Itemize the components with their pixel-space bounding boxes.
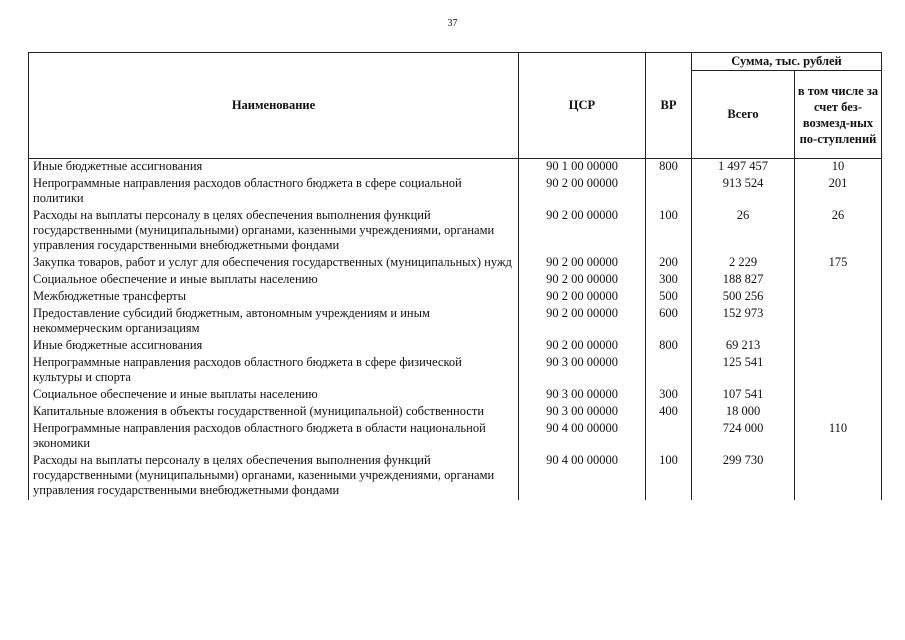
cell-total: 913 524 (692, 176, 795, 208)
cell-csr: 90 3 00 00000 (519, 355, 646, 387)
table-row (29, 306, 882, 338)
cell-name: Межбюджетные трансферты (29, 289, 519, 306)
cell-vr: 100 (646, 208, 692, 255)
cell-incl (795, 306, 882, 338)
header-vr: ВР (646, 53, 692, 159)
cell-csr: 90 1 00 00000 (519, 159, 646, 177)
table-row (29, 338, 882, 355)
cell-total: 69 213 (692, 338, 795, 355)
cell-vr: 300 (646, 387, 692, 404)
cell-vr: 600 (646, 306, 692, 338)
page-number: 37 (447, 18, 458, 29)
cell-incl: 26 (795, 208, 882, 255)
cell-vr (646, 421, 692, 453)
cell-name: Расходы на выплаты персоналу в целях обеспечения выполнения функций государственными (муниципальными) органами, казенными учреждениями, органами управления государственными внебюджетными фондами (29, 453, 519, 500)
cell-total: 152 973 (692, 306, 795, 338)
cell-incl: 10 (795, 159, 882, 177)
cell-total: 18 000 (692, 404, 795, 421)
cell-incl (795, 387, 882, 404)
cell-total: 500 256 (692, 289, 795, 306)
cell-csr: 90 2 00 00000 (519, 306, 646, 338)
header-sum: Сумма, тыс. рублей (692, 53, 882, 71)
cell-total: 1 497 457 (692, 159, 795, 177)
cell-incl (795, 404, 882, 421)
cell-vr: 800 (646, 159, 692, 177)
cell-incl (795, 338, 882, 355)
cell-name: Закупка товаров, работ и услуг для обеспечения государственных (муниципальных) нужд (29, 255, 519, 272)
cell-vr: 300 (646, 272, 692, 289)
table-row (29, 387, 882, 404)
cell-total: 724 000 (692, 421, 795, 453)
cell-vr (646, 176, 692, 208)
cell-name: Иные бюджетные ассигнования (29, 159, 519, 177)
table-row (29, 176, 882, 208)
table-row (29, 272, 882, 289)
table-row (29, 208, 882, 255)
cell-incl: 110 (795, 421, 882, 453)
cell-name: Непрограммные направления расходов областного бюджета в сфере социальной политики (29, 176, 519, 208)
cell-vr: 500 (646, 289, 692, 306)
cell-csr: 90 2 00 00000 (519, 208, 646, 255)
cell-csr: 90 2 00 00000 (519, 289, 646, 306)
cell-total: 125 541 (692, 355, 795, 387)
cell-csr: 90 3 00 00000 (519, 387, 646, 404)
table-row (29, 355, 882, 387)
table-row (29, 159, 882, 177)
cell-name: Непрограммные направления расходов областного бюджета в сфере физической культуры и спорта (29, 355, 519, 387)
cell-total: 26 (692, 208, 795, 255)
cell-vr: 100 (646, 453, 692, 500)
cell-name: Социальное обеспечение и иные выплаты населению (29, 387, 519, 404)
cell-vr: 400 (646, 404, 692, 421)
cell-incl (795, 272, 882, 289)
cell-incl (795, 453, 882, 500)
cell-csr: 90 3 00 00000 (519, 404, 646, 421)
table-row (29, 404, 882, 421)
cell-total: 107 541 (692, 387, 795, 404)
cell-name: Капитальные вложения в объекты государственной (муниципальной) собственности (29, 404, 519, 421)
table-row (29, 421, 882, 453)
cell-incl: 201 (795, 176, 882, 208)
cell-csr: 90 2 00 00000 (519, 338, 646, 355)
cell-csr: 90 2 00 00000 (519, 176, 646, 208)
cell-name: Социальное обеспечение и иные выплаты населению (29, 272, 519, 289)
cell-csr: 90 4 00 00000 (519, 421, 646, 453)
cell-csr: 90 4 00 00000 (519, 453, 646, 500)
cell-csr: 90 2 00 00000 (519, 255, 646, 272)
budget-table (28, 52, 882, 500)
table-row (29, 289, 882, 306)
header-name: Наименование (29, 53, 519, 159)
table-body (29, 159, 882, 501)
header-incl: в том числе за счет без-возмезд-ных по-ступлений (795, 71, 882, 159)
header-total: Всего (692, 71, 795, 159)
cell-name: Иные бюджетные ассигнования (29, 338, 519, 355)
cell-total: 299 730 (692, 453, 795, 500)
table-row (29, 255, 882, 272)
cell-incl (795, 289, 882, 306)
table-row (29, 453, 882, 500)
cell-incl (795, 355, 882, 387)
cell-incl: 175 (795, 255, 882, 272)
cell-name: Расходы на выплаты персоналу в целях обеспечения выполнения функций государственными (муниципальными) органами, казенными учреждениями, органами управления государственными внебюджетными фондами (29, 208, 519, 255)
cell-total: 188 827 (692, 272, 795, 289)
cell-csr: 90 2 00 00000 (519, 272, 646, 289)
cell-vr: 800 (646, 338, 692, 355)
cell-total: 2 229 (692, 255, 795, 272)
cell-vr (646, 355, 692, 387)
cell-name: Предоставление субсидий бюджетным, автономным учреждениям и иным некоммерческим организациям (29, 306, 519, 338)
cell-vr: 200 (646, 255, 692, 272)
header-csr: ЦСР (519, 53, 646, 159)
cell-name: Непрограммные направления расходов областного бюджета в области национальной экономики (29, 421, 519, 453)
